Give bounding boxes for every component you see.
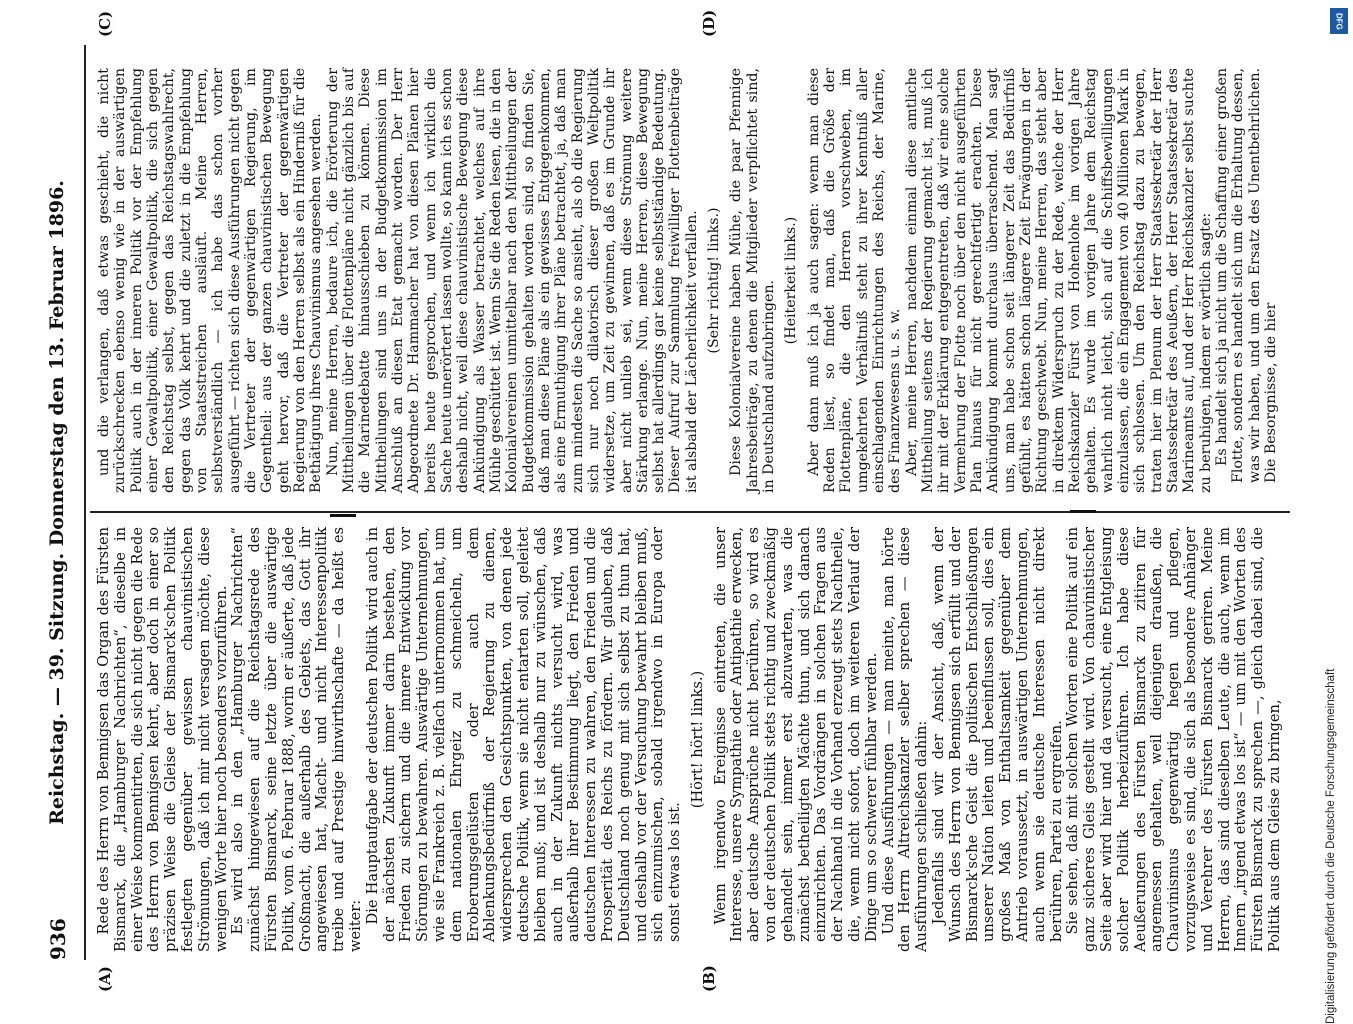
interjection: (Sehr richtig! links.) xyxy=(706,207,723,354)
margin-mark-d: (D) xyxy=(700,9,718,37)
paragraph: Nun, meine Herren, bedaure ich, die Erörterung der Mittheilungen über die Flottenpläne nicht gänzlich bis auf die Marinedebatte hinausschieben zu können. Diese Mittheilungen sind uns in der Budgetkommission im Anschluß an diesen Etat gemacht worden. Der Herr Abgeordnete Dr. Hammacher hat von diesen Plänen hier bereits heute gesprochen, und wenn ich wirklich die Sache heute unerörtert lassen wollte, so kann ich es schon deshalb nicht, weil diese chauvinistische Bewegung diese Ankündigung als Wasser betrachtet, welches auf ihre Mühle geschüttet ist. Wenn Sie die Reden lesen, die in den Kolonialvereinen unmittelbar nach den Mittheilungen der Budgetkommission gehalten worden sind, so finden Sie, daß man diese Pläne als ein gewisses Entgegenkommen, als eine Ermuthigung ihrer Pläne betrachtet, ja, daß man zum mindesten die Sache so ansieht, als ob die Regierung sich nur noch dilatorisch dieser großen Weltpolitik widersetze, um Zeit zu gewinnen, daß es im Grunde ihr aber nicht unlieb sei, wenn diese Strömung weitere Stärkung erlange. Nun, meine Herren, diese Bewegung selbst hat allerdings gar keine selbstständige Bedeutung. Dieser Aufruf zur Sammlung freiwilliger Flottenbeiträge ist alsbald der Lächerlichkeit verfallen. xyxy=(324,68,700,493)
paragraph: Sie sehen, daß mit solchen Worten eine Politik auf ein ganz sicheres Gleis gestellt wird. Von chauvinistischer Seite aber wird hier und da versucht, eine Entgleisung solcher Politik herbeizuführen. Ich habe diese Aeußerungen des Fürsten Bismarck zu zitiren für angemessen gehalten, weil diejenigen draußen, die Chauvinismus gegenwärtig hegen und pflegen, vorzugsweise es sind, die sich als besondere Anhänger und Verehrer des Fürsten Bismarck geriren. Meine Herren, das sind dieselben Leute, die auch, wenn im Innern „irgend etwas los ist“ — um mit den Worten des Fürsten Bismarck zu sprechen —, gleich dabei sind, die Politik aus dem Gleise zu bringen, xyxy=(1064,527,1283,952)
paragraph: Rede des Herrn von Bennigsen das Organ des Fürsten Bismarck, die „Hamburger Nachrichten“, dieselbe in einer Weise kommentirten, die sich nicht gegen die Rede des Herrn von Bennigsen kehrt, aber doch in einer so präzisen Weise die Gleise der Bismarck'schen Politik festlegten gegenüber gewissen chauvinistischen Strömungen, daß ich mir nicht versagen möchte, diese wenigen Worte hier noch besonders vorzuführen. xyxy=(95,527,230,952)
paragraph: Aber dann muß ich ja auch sagen: wenn man diese Reden liest, so findet man, daß die Größe der Flottenpläne, die den Herren vorschweben, im umgekehrten Verhältniß steht zu ihrer Kenntniß aller einschlagenden Einrichtungen des Reichs, der Marine, des Finanzwesens u. s. w. xyxy=(805,68,904,493)
quote-paragraph: Jedenfalls sind wir der Ansicht, daß, wenn der Wunsch des Herrn von Bennigsen sich erfüllt und der Bismarck'sche Geist die politischen Entschließungen unserer Nation leiten und beeinflussen soll, dies ein großes Maß von Enthaltsamkeit gegenüber dem Antrieb voraussetzt, in auswärtigen Unternehmungen, auch wenn sie deutsche Interessen nicht direkt berühren, Partei zu ergreifen. xyxy=(930,527,1065,942)
interjection: (Hört! hört! links.) xyxy=(688,670,706,809)
left-column xyxy=(96,527,1284,952)
dfg-logo xyxy=(1330,8,1348,34)
left-margin-bar xyxy=(330,514,356,517)
page-number: 936 xyxy=(46,918,70,960)
margin-mark-b: (B) xyxy=(700,965,718,992)
digitization-note: Digitalisierung gefördert durch die Deutsche Forschungsgemeinschaft xyxy=(1325,668,1337,1024)
paragraph: und die verlangen, daß etwas geschieht, die nicht zurückschrecken ebenso wenig wie in der auswärtigen Politik auch in der inneren Politik vor der Empfehlung einer Gewaltpolitik, einer Gewaltpolitik, die sich gegen den Reichstag selbst, gegen das Reichstagswahlrecht, gegen das Volk kehrt und die zuletzt in die Empfehlung von Staatsstreichen ausläuft. Meine Herren, selbstverständlich — ich habe das schon vorher ausgeführt — richten sich diese Ausführungen nicht gegen die Vertreter der gegenwärtigen Regierung, im Gegentheil: aus der ganzen chauvinistischen Bewegung geht hervor, daß die Vertreter der gegenwärtigen Regierung von den Herren selbst als ein Hinderniß für die Bethätigung ihres Chauvinismus angesehen werden. xyxy=(96,68,325,493)
right-margin-bar xyxy=(1070,510,1096,513)
quote-paragraph: Die Hauptaufgabe der deutschen Politik wird auch in der nächsten Zukunft immer darin bestehen, den Frieden zu sichern und die innere Entwicklung vor Störungen zu bewahren. Auswärtige Unternehmungen, wie sie Frankreich z. B. vielfach unternommen hat, um dem nationalen Ehrgeiz zu schmeicheln, um Eroberungsgelüsten oder auch dem Ablenkungsbedürfniß der Regierung zu dienen, widersprechen den Gesichtspunkten, von denen jede deutsche Politik, wenn sie nicht entarten soll, geleitet bleiben muß; und ist deshalb nur zu wünschen, daß auch in der Zukunft nichts versucht wird, was außerhalb ihrer Bestimmung liegt, den Frieden und deutschen Interessen zu wahren, den Frieden und die Prosperität des Reichs zu fördern. Wir glauben, daß Deutschland noch genug mit sich selbst zu thun hat, und deshalb vor der Versuchung bewahrt bleiben muß, sich einzumischen, sobald irgendwo in Europa oder sonst etwas los ist. xyxy=(363,527,684,942)
paragraph: Aber, meine Herren, nachdem einmal diese amtliche Mittheilung seitens der Regierung gemacht ist, muß ich ihr mit der Erklärung entgegentreten, daß wir eine solche Vermehrung der Flotte noch über den nicht ausgeführten Plan hinaus für nicht gerechtfertigt erachten. Diese Ankündigung kommt durchaus überraschend. Man sagt uns, man habe schon seit längerer Zeit das Bedürfniß gefühlt, es hätten schon längere Zeit Erwägungen in der Richtung geschwebt. Nun, meine Herren, das steht aber in direktem Widerspruch zu der Rede, welche der Herr Reichskanzler Fürst von Hohenlohe im vorigen Jahre gehalten. Es wurde im vorigen Jahre dem Reichstag wahrlich nicht leicht, sich auf die Schiffsbewilligungen einzulassen, die ein Engagement von 40 Millionen Mark in sich schlossen. Um den Reichstag dazu zu bewegen, traten hier im Plenum der Herr Staatssekretär der Herr Staatssekretär des Aeußern, der Herr Staatssekretär des Marineamts auf, und der Herr Reichskanzler selbst suchte zu beruhigen, indem er wörtlich sagte: xyxy=(903,68,1214,493)
quote-paragraph: Es handelt sich ja nicht um die Schaffung einer großen Flotte, sondern es handelt sich um die Erhaltung dessen, was wir haben, und um den Ersatz des Unentbehrlichen. Die Besorgnisse, die hier xyxy=(1213,68,1279,483)
paragraph: Und diese Ausführungen — man meinte, man hörte den Herrn Altreichskanzler selber sprechen — diese Ausführungen schließen dahin: xyxy=(879,527,931,952)
quote-paragraph: Wenn irgendwo Ereignisse eintreten, die unser Interesse, unsere Sympathie oder Antipathie erwecken, aber deutsche Ansprüche nicht berühren, so wird es von der deutschen Politik stets richtig und zweckmäßig gehandelt sein, immer erst abzuwarten, was die zunächst betheiligten Mächte thun, und sich danach einzurichten. Das Vordrängen in solchen Fragen aus der Nachhand in die Vorhand erzeugt stets Nachtheile, die, wenn nicht sofort, doch im weiteren Verlauf der Dinge um so schwerer fühlbar werden. xyxy=(711,527,880,942)
right-column xyxy=(96,68,1279,493)
paragraph: Diese Kolonialvereine haben Mühe, die paar Pfennige Jahresbeiträge, zu denen die Mitglieder verpflichtet sind, in Deutschland aufzubringen. xyxy=(728,68,778,493)
page-title: Reichstag. — 39. Sitzung. Donnerstag den 13. Februar 1896. xyxy=(46,180,68,825)
dfg-logo-text: DFG xyxy=(1334,12,1344,30)
header-rule xyxy=(84,45,86,960)
column-divider xyxy=(90,511,1290,513)
page-header xyxy=(40,45,78,960)
margin-mark-a: (A) xyxy=(96,966,114,992)
paragraph: Es wird also in den „Hamburger Nachrichten“ zunächst hingewiesen auf die Reichstagsrede des Fürsten Bismarck, seine letzte über die auswärtige Politik, vom 6. Februar 1888, worin er äußerte, daß jede Großmacht, die außerhalb des Gebiets, das Gott ihr angewiesen hat, Macht- und nicht Interessenpolitik treibe und auf Prestige hinwirthschafte — da heißt es weiter: xyxy=(229,527,364,952)
margin-mark-c: (C) xyxy=(96,10,114,37)
interjection: (Heiterkeit links.) xyxy=(783,216,800,345)
